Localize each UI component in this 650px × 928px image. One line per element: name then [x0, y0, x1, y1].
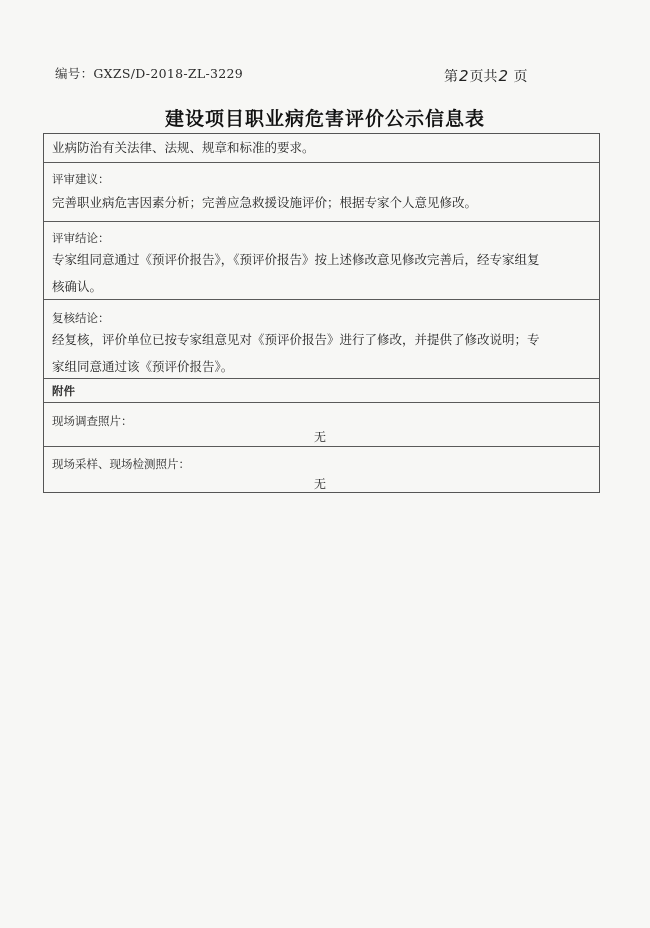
- recheck-conclusion-line1: 经复核，评价单位已按专家组意见对《预评价报告》进行了修改，并提供了修改说明；专: [52, 332, 540, 347]
- info-table: [43, 133, 600, 493]
- recheck-conclusion-label: 复核结论：: [52, 311, 110, 325]
- laws-row: [44, 134, 599, 163]
- document-number: 编号：GXZS/D-2018-ZL-3229: [55, 66, 243, 81]
- page-indicator: [444, 66, 528, 86]
- sampling-photos-label: 现场采样、现场检测照片：: [52, 457, 190, 471]
- sampling-photos-row: [44, 447, 599, 492]
- site-survey-photos-label: 现场调查照片：: [52, 414, 133, 428]
- sampling-photos-value: 无: [314, 477, 327, 491]
- page-current-number: 2: [459, 67, 469, 85]
- page-prefix: 第: [444, 69, 458, 85]
- review-conclusion-line2: 核确认。: [52, 279, 103, 294]
- review-suggestions-text: 完善职业病危害因素分析；完善应急救援设施评价；根据专家个人意见修改。: [52, 195, 478, 210]
- laws-text: 业病防治有关法律、法规、规章和标准的要求。: [52, 140, 315, 155]
- site-survey-photos-row: [44, 403, 599, 447]
- review-conclusion-row: [44, 222, 599, 300]
- review-suggestions-row: [44, 163, 599, 222]
- page-middle-text: 页共: [469, 69, 498, 85]
- review-suggestions-label: 评审建议：: [52, 172, 110, 186]
- page-total-number: 2: [498, 67, 509, 85]
- site-survey-photos-value: 无: [314, 430, 327, 444]
- attachments-row: [44, 379, 599, 403]
- attachments-label: 附件: [52, 384, 75, 398]
- review-conclusion-line1: 专家组同意通过《预评价报告》，《预评价报告》按上述修改意见修改完善后，经专家组复: [52, 252, 540, 267]
- review-conclusion-label: 评审结论：: [52, 231, 110, 245]
- recheck-conclusion-line2: 家组同意通过该《预评价报告》。: [52, 359, 234, 374]
- form-title: 建设项目职业病危害评价公示信息表: [164, 108, 485, 130]
- page-suffix: 页: [509, 69, 528, 85]
- recheck-conclusion-row: [44, 300, 599, 379]
